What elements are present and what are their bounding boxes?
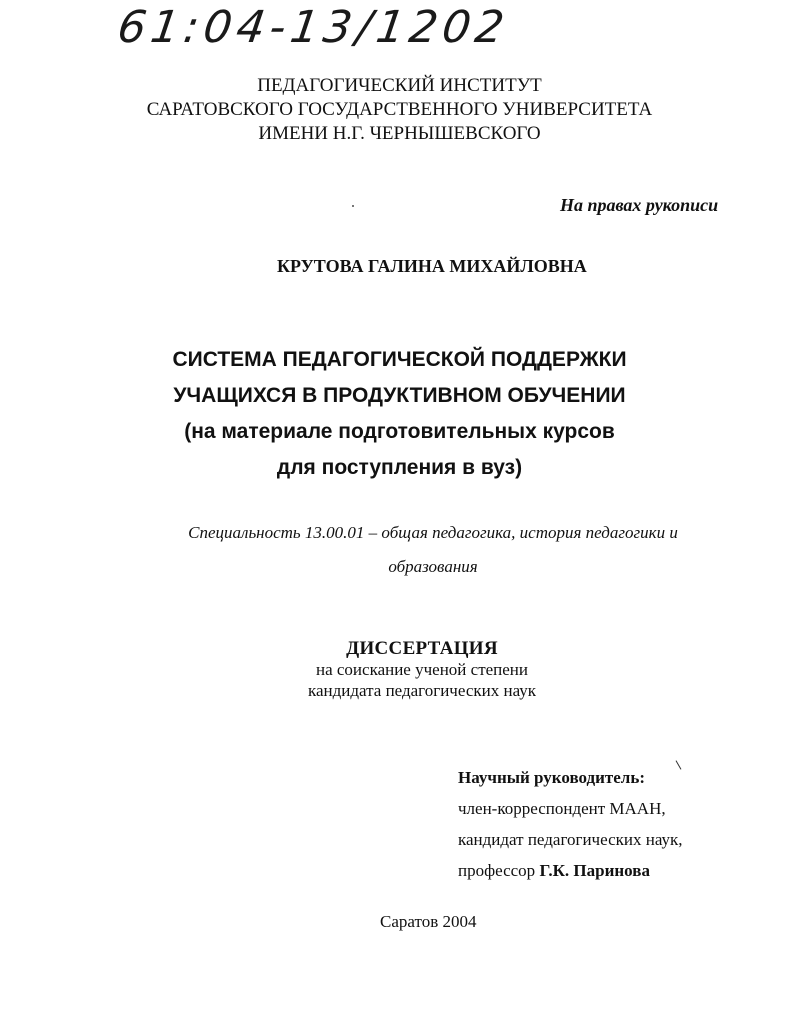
rights-notice: На правах рукописи (560, 195, 719, 215)
institution-line-1: ПЕДАГОГИЧЕСКИЙ ИНСТИТУТ (257, 75, 542, 96)
scan-speck (352, 205, 354, 207)
title-line-1: СИСТЕМА ПЕДАГОГИЧЕСКОЙ ПОДДЕРЖКИ (172, 348, 627, 371)
advisor-line-1: член-корреспондент МААН, (458, 799, 666, 818)
title-line-3: (на материале подготовительных курсов (184, 420, 615, 443)
advisor-title-prefix: профессор (458, 861, 540, 880)
institution-line-3: ИМЕНИ Н.Г. ЧЕРНЫШЕВСКОГО (258, 123, 541, 144)
dissertation-title (0, 342, 799, 486)
dissertation-line-2: кандидата педагогических наук (307, 681, 537, 700)
institution-line-2: САРАТОВСКОГО ГОСУДАРСТВЕННОГО УНИВЕРСИТЕТА (146, 99, 653, 120)
advisor-line-2: кандидат педагогических наук, (458, 830, 683, 849)
archive-number-handwritten: 61:04-13/1202 (114, 2, 513, 53)
advisor-name: Г.К. Паринова (539, 861, 650, 880)
institution-header (0, 74, 799, 146)
advisor-label: Научный руководитель: (458, 768, 645, 787)
dissertation-line-1: на соискание ученой степени (315, 660, 529, 679)
specialty (0, 516, 799, 584)
dissertation-heading: ДИССЕРТАЦИЯ (346, 638, 498, 659)
city-year: Саратов 2004 (380, 912, 477, 931)
specialty-line-2: образования (388, 557, 478, 576)
title-line-2: УЧАЩИХСЯ В ПРОДУКТИВНОМ ОБУЧЕНИИ (173, 384, 626, 407)
title-line-4: для поступления в вуз) (276, 456, 523, 479)
specialty-line-1: Специальность 13.00.01 – общая педагогика, история педагогики и (188, 523, 678, 542)
dissertation-block (0, 638, 799, 701)
advisor-block (458, 762, 683, 886)
author-name: КРУТОВА ГАЛИНА МИХАЙЛОВНА (277, 256, 587, 276)
advisor-line-3 (458, 855, 683, 886)
